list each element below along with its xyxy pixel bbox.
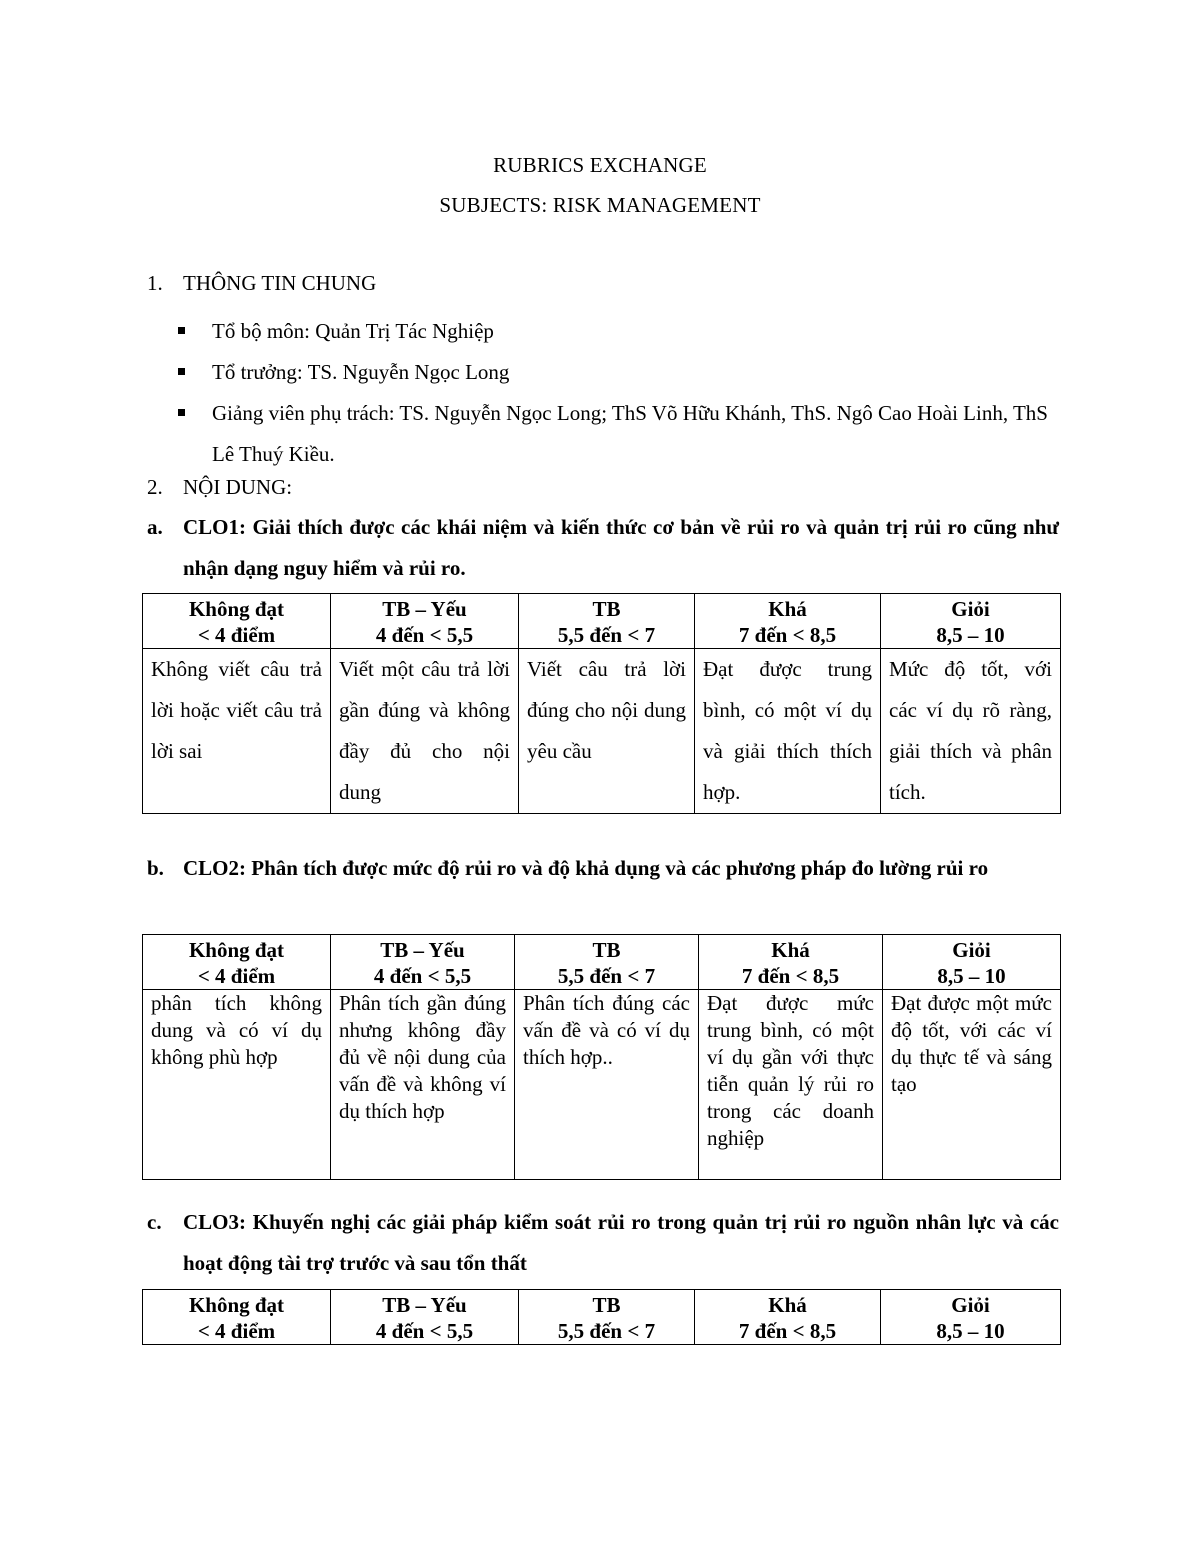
section-2-heading	[147, 475, 292, 500]
header-cell: Khá 7 đến < 8,5	[699, 935, 883, 990]
list-item: Giảng viên phụ trách: TS. Nguyễn Ngọc Long; ThS Võ Hữu Khánh, ThS. Ngô Cao Hoài Linh, ThS Lê Thuý Kiều.	[178, 393, 1058, 475]
header-cell: Không đạt < 4 điểm	[143, 1290, 331, 1345]
table-cell: Đạt được trung bình, có một ví dụ và giải thích thích hợp.	[695, 649, 881, 814]
document-subtitle: SUBJECTS: RISK MANAGEMENT	[439, 193, 761, 217]
header-cell: Giỏi 8,5 – 10	[881, 594, 1061, 649]
clo3-text: CLO3: Khuyến nghị các giải pháp kiểm soát rủi ro trong quản trị rủi ro nguồn nhân lực và các hoạt động tài trợ trước và sau tổn thất	[183, 1210, 1059, 1275]
header-cell: TB 5,5 đến < 7	[515, 935, 699, 990]
table-row	[143, 649, 1061, 814]
clo2-rubric-table	[142, 934, 1061, 1180]
header-cell: Giỏi 8,5 – 10	[883, 935, 1061, 990]
table-cell: Không viết câu trả lời hoặc viết câu trả lời sai	[143, 649, 331, 814]
list-item: Tổ trưởng: TS. Nguyễn Ngọc Long	[178, 352, 1058, 393]
clo1-heading	[147, 507, 1059, 589]
clo2-text: CLO2: Phân tích được mức độ rủi ro và độ khả dụng và các phương pháp đo lường rủi ro	[183, 856, 989, 880]
document-title: RUBRICS EXCHANGE	[493, 153, 707, 177]
clo2-letter: b.	[147, 856, 164, 880]
header-cell: TB 5,5 đến < 7	[519, 1290, 695, 1345]
table-header-row	[143, 935, 1061, 990]
general-info-list	[178, 311, 1058, 475]
clo1-text: CLO1: Giải thích được các khái niệm và kiến thức cơ bản về rủi ro và quản trị rủi ro cũng như nhận dạng nguy hiểm và rủi ro.	[183, 515, 1059, 580]
table-cell: Mức độ tốt, với các ví dụ rõ ràng, giải thích và phân tích.	[881, 649, 1061, 814]
section-1-heading	[147, 271, 376, 296]
clo3-letter: c.	[147, 1210, 162, 1234]
clo3-rubric-table	[142, 1289, 1061, 1345]
header-cell: Không đạt < 4 điểm	[143, 935, 331, 990]
square-bullet-icon	[178, 327, 185, 334]
table-header-row	[143, 1290, 1061, 1345]
clo2-heading	[147, 848, 1059, 889]
table-cell: Đạt được mức trung bình, có một ví dụ gần với thực tiễn quản lý rủi ro trong các doanh nghiệp	[699, 990, 883, 1180]
list-item: Tổ bộ môn: Quản Trị Tác Nghiệp	[178, 311, 1058, 352]
table-header-row	[143, 594, 1061, 649]
header-cell: Khá 7 đến < 8,5	[695, 594, 881, 649]
header-cell: TB – Yếu 4 đến < 5,5	[331, 935, 515, 990]
header-cell: TB 5,5 đến < 7	[519, 594, 695, 649]
section-1-number: 1.	[147, 271, 163, 295]
table-cell: Phân tích đúng các vấn đề và có ví dụ thích hợp..	[515, 990, 699, 1180]
table-cell: phân tích không dung và có ví dụ không phù hợp	[143, 990, 331, 1180]
clo1-rubric-table	[142, 593, 1061, 814]
clo3-heading	[147, 1202, 1059, 1284]
section-2-number: 2.	[147, 475, 163, 499]
square-bullet-icon	[178, 368, 185, 375]
square-bullet-icon	[178, 409, 185, 416]
clo1-letter: a.	[147, 515, 163, 539]
table-cell: Phân tích gần đúng nhưng không đầy đủ về nội dung của vấn đề và không ví dụ thích hợp	[331, 990, 515, 1180]
header-cell: TB – Yếu 4 đến < 5,5	[331, 594, 519, 649]
table-row	[143, 990, 1061, 1180]
section-2-title: NỘI DUNG:	[183, 475, 293, 499]
table-cell: Viết câu trả lời đúng cho nội dung yêu cầu	[519, 649, 695, 814]
header-cell: TB – Yếu 4 đến < 5,5	[331, 1290, 519, 1345]
table-cell: Đạt được một mức độ tốt, với các ví dụ thực tế và sáng tạo	[883, 990, 1061, 1180]
table-cell: Viết một câu trả lời gần đúng và không đầy đủ cho nội dung	[331, 649, 519, 814]
header-cell: Giỏi 8,5 – 10	[881, 1290, 1061, 1345]
header-cell: Khá 7 đến < 8,5	[695, 1290, 881, 1345]
header-cell: Không đạt < 4 điểm	[143, 594, 331, 649]
section-1-title: THÔNG TIN CHUNG	[183, 271, 377, 295]
